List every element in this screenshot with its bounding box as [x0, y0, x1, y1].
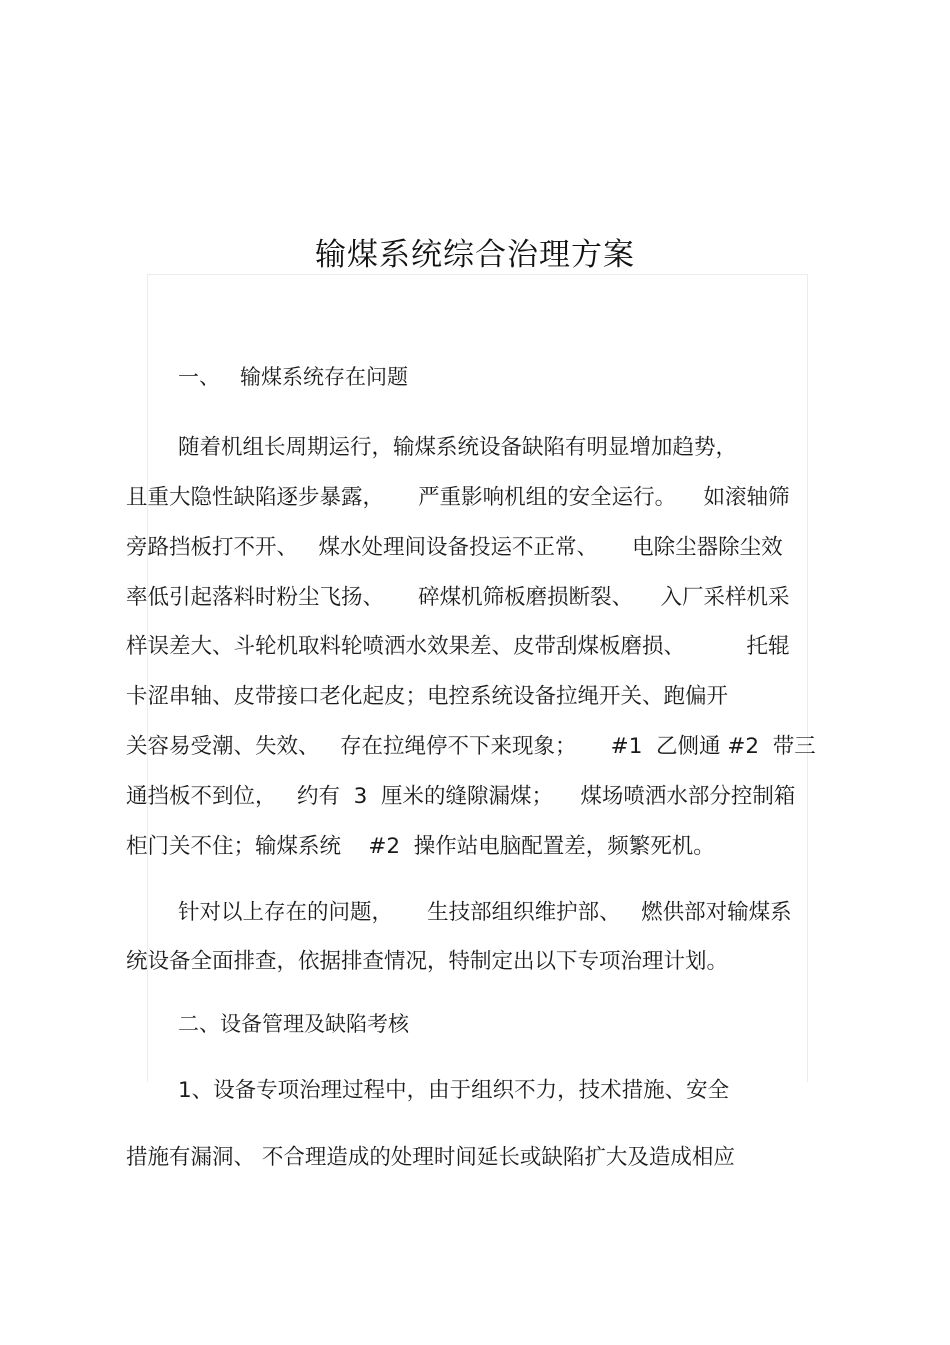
section-1-heading: 一、 输煤系统存在问题 — [178, 365, 409, 389]
paragraph-3-line-2: 措施有漏洞、 不合理造成的处理时间延长或缺陷扩大及造成相应 — [126, 1145, 735, 1170]
paragraph-1-line-7: 关容易受潮、失效、 存在拉绳停不下来现象； #1 乙侧通 #2 带三 — [126, 734, 816, 759]
paragraph-1-line-4: 率低引起落料时粉尘飞扬、 碎煤机筛板磨损断裂、 入厂采样机采 — [126, 585, 790, 610]
section-2-heading: 二、设备管理及缺陷考核 — [178, 1012, 409, 1036]
paragraph-1-line-6: 卡涩串轴、皮带接口老化起皮；电控系统设备拉绳开关、跑偏开 — [126, 684, 729, 709]
paragraph-2-line-2: 统设备全面排查，依据排查情况，特制定出以下专项治理计划。 — [126, 949, 729, 974]
paragraph-2-line-1: 针对以上存在的问题， 生技部组织维护部、 燃供部对输煤系 — [178, 900, 792, 925]
paragraph-1-line-8: 通挡板不到位， 约有 3 厘米的缝隙漏煤； 煤场喷洒水部分控制箱 — [126, 784, 796, 809]
paragraph-1-line-9: 柜门关不住；输煤系统 #2 操作站电脑配置差，频繁死机。 — [126, 834, 715, 859]
paragraph-1-line-5: 样误差大、斗轮机取料轮喷洒水效果差、皮带刮煤板磨损、 托辊 — [126, 634, 790, 659]
paragraph-1-line-3: 旁路挡板打不开、 煤水处理间设备投运不正常、 电除尘器除尘效 — [126, 535, 783, 560]
document-title: 输煤系统综合治理方案 — [315, 237, 635, 273]
paragraph-3-line-1: 1、设备专项治理过程中，由于组织不力，技术措施、安全 — [178, 1078, 730, 1103]
paragraph-1-line-2: 且重大隐性缺陷逐步暴露， 严重影响机组的安全运行。 如滚轴筛 — [126, 485, 790, 510]
paragraph-1-line-1: 随着机组长周期运行，输煤系统设备缺陷有明显增加趋势， — [178, 435, 738, 460]
